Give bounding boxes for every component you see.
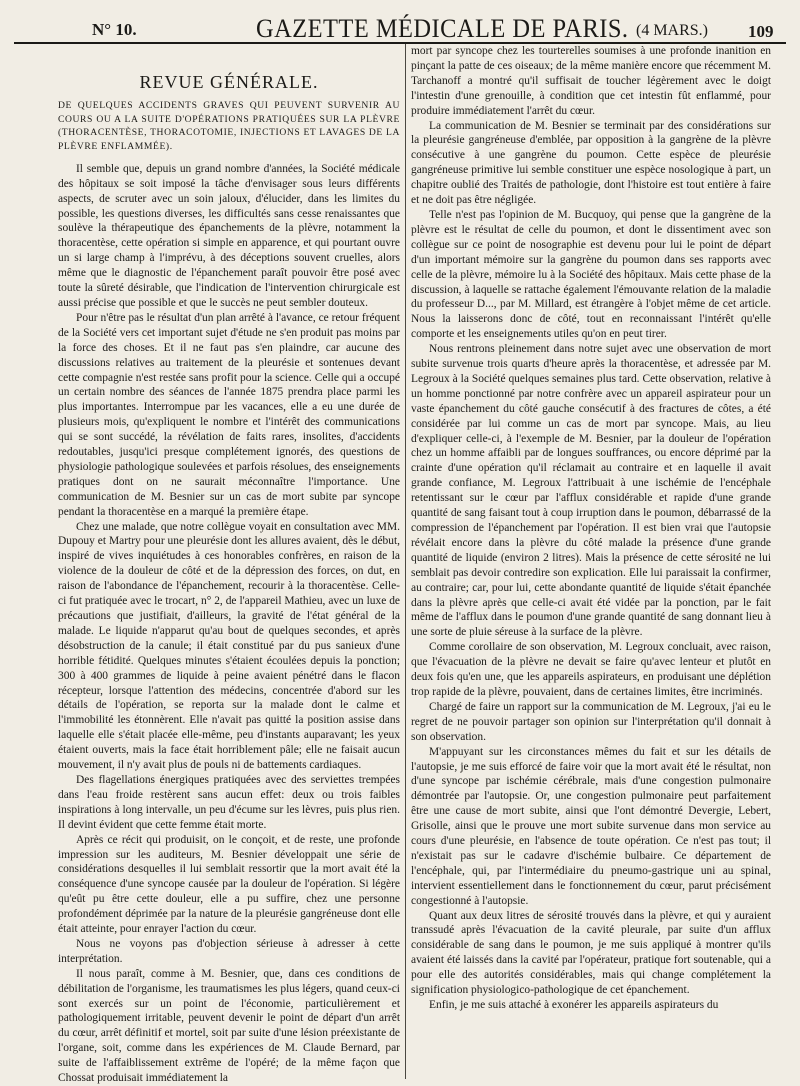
left-column [58,44,400,1086]
paragraph: Nous ne voyons pas d'objection sérieuse à adresser à cette interprétation. [58,937,400,965]
paragraph: Il nous paraît, comme à M. Besnier, que, dans ces conditions de débilitation de l'organisme, les traumatismes les plus légers, quand ceux-ci sont exercés sur un point de l'économie, particulièrement et pathologiquement irritable, peuvent devenir le point de départ d'un arrêt du cœur, arrêt définitif et mortel, soit par suite d'une lésion préexistante de l'organe, soit, comme dans les expériences de M. Claude Bernard, par suite de l'affaiblissement extrême de l'opéré; de la même façon que Chossat produisait immédiatement la [58,967,400,1085]
issue-number: N° 10. [92,20,137,39]
paragraph: Enfin, je me suis attaché à exonérer les appareils aspirateurs du [429,999,719,1011]
right-column [411,44,771,1013]
page-header [14,8,786,44]
paragraph: Chez une malade, que notre collègue voyait en consultation avec MM. Dupouy et Martry pour une pleurésie dont les allures avaient, dès le début, inspiré de vives inquiétudes à ces honorables confrères, en raison de la violence de la douleur de côté et de la dépression des forces, on dut, en raison de l'abondance de l'épanchement, recourir à la thoracentèse. Celle-ci fut pratiquée avec le trocart, n° 2, de l'appareil Mathieu, avec un luxe de précautions que justifiait, d'ailleurs, la gravité de l'état général de la malade. Le liquide n'apparut qu'au bout de quelques secondes, et après désobstruction de la canule; il était constitué par du pus sanieux d'une horrible fétidité. Quelques minutes s'étaient écoulées depuis la ponction; 300 à 400 grammes de liquide à peine avaient pénétré dans le flacon récepteur, lorsque l'attention des médecins, concentrée d'abord sur les détails de l'opération, se reporta sur la malade dont le calme et l'immobilité les étonnèrent. Elle n'avait pas quitté la position assise dans laquelle elle s'était placée elle-même, peu d'instants auparavant; les yeux étaient ouverts, mais la face était horriblement pâle; elle ne faisait aucun mouvement, il n'y avait plus de pouls ni de battements cardiaques. [58,520,400,772]
paragraph: Des flagellations énergiques pratiquées avec des serviettes trempées dans l'eau froide restèrent sans aucun effet: deux ou trois faibles inspirations à long intervalle, un peu d'écume sur les lèvres, puis plus rien. Il devint évident que cette femme était morte. [58,773,400,831]
paragraph: La communication de M. Besnier se terminait par des considérations sur la pleurésie gangréneuse d'emblée, par opposition à la gangrène de la plèvre consécutive à une gangrène du poumon. Cette espèce de pleurésie gangréneuse primitive lui semble constituer une espèce nosologique à part, un chapitre oublié des Traités de pathologie, dont l'histoire est tout entière à faire et ne doit pas être négligée. [411,119,771,207]
issue-date: (4 MARS.) [636,22,709,39]
paragraph: Chargé de faire un rapport sur la communication de M. Legroux, j'ai eu le regret de ne pouvoir partager son opinion sur l'interprétation qu'il donnait à son observation. [411,700,771,743]
paragraph: Quant aux deux litres de sérosité trouvés dans la plèvre, et qui y auraient transsudé après l'évacuation de la cavité pleurale, par suite d'un afflux considérable de sang dans le poumon, je me suis appliqué à montrer qu'ils avaient été laissés dans la cavité par l'opérateur, pratique fort soutenable, qui a pour elle des autorités considérables, mais qui change complétement la signification physiologico-pathologique de cet épanchement. [411,909,771,997]
paragraph: mort par syncope chez les tourterelles soumises à une profonde inanition en pinçant la patte de ces oiseaux; de la même manière encore que récemment M. Tarchanoff a montré qu'il suffisait de toucher légèrement avec le doigt l'intestin d'une grenouille, à condition que cet intestin fût enflammé, pour produire immédiatement l'arrêt du cœur. [411,45,771,117]
section-title: REVUE GÉNÉRALE. [139,72,319,92]
paragraph: Il semble que, depuis un grand nombre d'années, la Société médicale des hôpitaux se soit imposé la tâche d'envisager sous leurs différents aspects, de scruter avec un soin jaloux, d'élucider, dans les limites du possible, les questions diverses, les difficultés sans cesse renaissantes que soulève la thérapeutique des épanchements de la plèvre, notamment la thoracentèse, cette opération si simple en apparence, et qui pourtant ouvre un si large champ à l'imprévu, à des déceptions souvent cruelles, alors même que le diagnostic de l'épanchement paraît pouvoir être posé avec toute la sûreté désirable, que l'indication de l'intervention chirurgicale est aussi précise que possible et que le succès ne peut sembler douteux. [58,162,400,309]
journal-title: GAZETTE MÉDICALE DE PARIS. [256,14,629,43]
article-columns [14,44,786,1085]
paragraph: Pour n'être pas le résultat d'un plan arrêté à l'avance, ce retour fréquent de la Société vers cet important sujet d'étude ne s'en produit pas moins par la force des choses. Et il ne faut pas s'en plaindre, car aucune des discussions relatives au traitement de la pleurésie et sontenues devant cette compagnie n'est restée sans profit pour la science. Celle qui a occupé un certain nombre des séances de l'année 1875 prendra place parmi les plus importantes. Interrompue par les vacances, elle a eu une durée de plusieurs mois, qu'expliquent le nombre et l'intérêt des communications qui se sont succédé, la révélation de faits rares, insolites, d'accidents redoutables, jusqu'ici presque complétement ignorés, des questions de physiologie pathologique soulevées et parfois résolues, des enseignements pratiques dont on ne saurait méconnaître l'importance. Une communication de M. Besnier sur un cas de mort subite par syncope pendant la thoracentèse en a marqué la première étape. [58,311,400,518]
paragraph: M'appuyant sur les circonstances mêmes du fait et sur les détails de l'autopsie, je me suis efforcé de faire voir que la mort avait été le résultat, non d'une syncope par ischémie cérébrale, mais d'une congestion pulmonaire démontrée par l'autopsie. Or, une congestion pulmonaire peut parfaitement être une cause de mort subite, ainsi que l'ont démontré Devergie, Lebert, Grisolle, ainsi que le prouve une mort subite survenue dans mon service au cours d'une pleurésie, en l'absence de toute opération. Ce n'est pas tout; il n'existait pas sur le cadavre d'ischémie bulbaire. Ce département de l'encéphale, qui, par l'intermédiaire du pneumo-gastrique uni au spinal, intervient essentiellement dans le fonctionnement du cœur, parut précisément congestionné à l'autopsie. [411,745,771,907]
article-subtitle: DE QUELQUES ACCIDENTS GRAVES QUI PEUVENT SURVENIR AU COURS OU A LA SUITE D'OPÉRATIONS PRATIQUÉES SUR LA PLÈVRE (THORACENTÈSE, THORACOTOMIE, INJECTIONS ET LAVAGES DE LA PLÈVRE ENFLAMMÉE). [58,100,400,153]
paragraph: Nous rentrons pleinement dans notre sujet avec une observation de mort subite survenue trois quarts d'heure après la thoracentèse, et adressée par M. Legroux à la Société quelques semaines plus tard. Cette observation, relative à un homme ponctionné par notre confrère avec un appareil aspirateur pour un vaste épanchement du côté gauche consécutif à des fractures de côtes, a été considérée par lui comme un cas de mort par syncope. Mais, au lieu d'expliquer celle-ci, à l'exemple de M. Besnier, par la douleur de l'opération chez un homme affaibli par de longues souffrances, ou encore déprimé par la crainte d'une opération qu'il réclamait au contraire et en laquelle il avait grande confiance, M. Legroux l'attribuait à une ischémie de l'encéphale retentissant sur le cœur par l'afflux considérable et rapide d'une grande quantité de sang faisant tout à coup irruption dans le poumon, débarrassé de la compression de l'épanchement par l'opération. Il est bien vrai que l'autopsie révélait encore dans la plèvre du côté malade la présence d'une grande quantité de liquide (environ 2 litres). Mais la présence de cette sérosité ne lui semblait pas devoir contredire son explication. Elle lui paraissait la confirmer, au contraire; car, pour lui, cette abondante quantité de liquide s'était épanchée dans la plèvre après que celle-ci avait été vidée par la ponction, par le fait même de l'afflux dans le poumon d'une grande quantité de sang donnant lieu à une sorte de pluie séreuse à la surface de la plèvre. [411,343,771,639]
page-number: 109 [748,22,774,41]
paragraph: Telle n'est pas l'opinion de M. Bucquoy, qui pense que la gangrène de la plèvre est le résultat de celle du poumon, et dont le dissentiment avec son collègue sur ce point de nosographie est devenu pour lui le point de départ d'un important mémoire sur la gangrène du poumon dans ses rapports avec celle de la plèvre, mémoire lu à la Société des hôpitaux. Mais cette phase de la discussion, à laquelle se rattache également l'émouvante relation de la maladie du professeur D..., par M. Millard, est étrangère à l'objet même de cet article. Nous la laisserons donc de côté, tout en reconnaissant l'intérêt qu'elle comporte et les enseignements utiles qu'on en peut tirer. [411,208,771,341]
paragraph: Après ce récit qui produisit, on le conçoit, et de reste, une profonde impression sur les auditeurs, M. Besnier développait une série de considérations desquelles il lui semblait ressortir que la mort avait été la conséquence d'une syncope causée par la douleur de l'opération. Si légère qu'eût pu être cette douleur, elle a pu suffire, chez une personne profondément déprimée par la nature de la pleurésie gangréneuse dont elle était atteinte, pour enrayer l'action du cœur. [58,833,400,936]
column-divider [405,44,406,1079]
paragraph: Comme corollaire de son observation, M. Legroux concluait, avec raison, que l'évacuation de la plèvre ne devait se faire qu'avec lenteur et plutôt en deux fois qu'en une, que les appareils aspirateurs, en produisant une déplétion trop rapide de la plèvre, pouvaient, dans de certaines limites, être incriminés. [411,641,771,698]
